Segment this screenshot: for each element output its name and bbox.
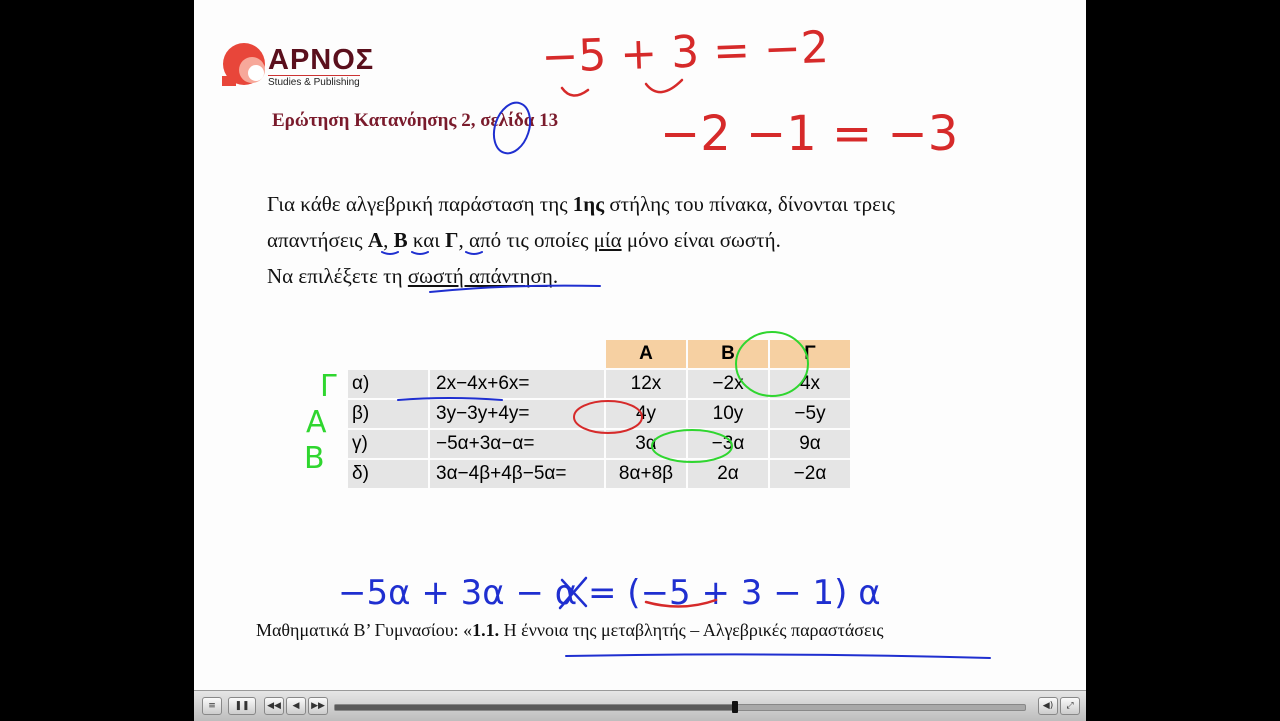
- underline-minus5-plus3: [646, 600, 716, 607]
- seek-thumb[interactable]: [732, 701, 738, 713]
- answer-g: 4x: [770, 370, 850, 398]
- row-expression: 2x−4x+6x=: [430, 370, 604, 398]
- answer-b: 10y: [688, 400, 768, 428]
- row-expression: 3α−4β+4β−5α=: [430, 460, 604, 488]
- margin-letter-b: Β: [304, 441, 325, 476]
- instructions-paragraph: [267, 186, 1027, 294]
- answer-b: 2α: [688, 460, 768, 488]
- answers-table: [346, 338, 852, 490]
- table-header-row: [348, 340, 850, 368]
- answer-a: 12x: [606, 370, 686, 398]
- answer-a: 4y: [606, 400, 686, 428]
- row-expression: −5α+3α−α=: [430, 430, 604, 458]
- volume-button[interactable]: ◀): [1038, 697, 1058, 715]
- row-label: β): [348, 400, 428, 428]
- answer-b: −2x: [688, 370, 768, 398]
- answer-g: −2α: [770, 460, 850, 488]
- margin-letter-g: Γ: [320, 369, 337, 404]
- logo-mark-icon: [222, 42, 268, 86]
- instructions-line-3: Να επιλέξετε τη σωστή απάντηση.: [267, 264, 559, 288]
- row-label: α): [348, 370, 428, 398]
- player-controls: [194, 690, 1086, 721]
- margin-letter-a: Α: [306, 405, 327, 440]
- handwritten-work: −5α + 3α − α = (−5 + 3 − 1) α: [338, 573, 881, 613]
- header-g: Γ: [770, 340, 850, 368]
- rewind-button[interactable]: ◀: [286, 697, 306, 715]
- table-row: [348, 400, 850, 428]
- footer-caption: Μαθηματικά Β’ Γυμνασίου: «1.1. Η έννοια της μεταβλητής – Αλγεβρικές παραστάσεις: [256, 620, 884, 640]
- instructions-line-2: απαντήσεις Α, Β και Γ, από τις οποίες μία μόνο είναι σωστή.: [267, 228, 781, 252]
- table-row: [348, 460, 850, 488]
- answer-b: −3α: [688, 430, 768, 458]
- header-b: Β: [688, 340, 768, 368]
- answer-a: 3α: [606, 430, 686, 458]
- cross-out-alpha: [560, 578, 586, 608]
- table-row: [348, 430, 850, 458]
- publisher-logo: [222, 42, 392, 92]
- header-a: Α: [606, 340, 686, 368]
- chapters-button[interactable]: ≡: [202, 697, 222, 715]
- seek-bar[interactable]: [334, 704, 1026, 711]
- handwritten-eq2: −2 −1 = −3: [660, 106, 959, 162]
- forward-button[interactable]: ▶▶: [308, 697, 328, 715]
- logo-wordmark: ΑΡΝΟΣ: [268, 44, 375, 76]
- pause-button[interactable]: ❚❚: [228, 697, 256, 715]
- previous-button[interactable]: ◀◀: [264, 697, 284, 715]
- answer-g: 9α: [770, 430, 850, 458]
- row-label: δ): [348, 460, 428, 488]
- table-row: [348, 370, 850, 398]
- seek-progress: [335, 705, 735, 710]
- question-title: Ερώτηση Κατανόησης 2, σελίδα 13: [272, 110, 559, 131]
- underline-plus3: [646, 80, 682, 92]
- handwritten-eq1: −5 + 3 = −2: [540, 21, 830, 83]
- underline-footer: [566, 654, 990, 658]
- underline-minus5: [562, 88, 588, 96]
- slide: [194, 0, 1086, 690]
- row-expression: 3y−3y+4y=: [430, 400, 604, 428]
- fullscreen-button[interactable]: ⤢: [1060, 697, 1080, 715]
- logo-subtitle: Studies & Publishing: [268, 77, 360, 88]
- answer-a: 8α+8β: [606, 460, 686, 488]
- row-label: γ): [348, 430, 428, 458]
- answer-g: −5y: [770, 400, 850, 428]
- instructions-line-1: Για κάθε αλγεβρική παράσταση της 1ης στήλης του πίνακα, δίνονται τρεις: [267, 192, 895, 216]
